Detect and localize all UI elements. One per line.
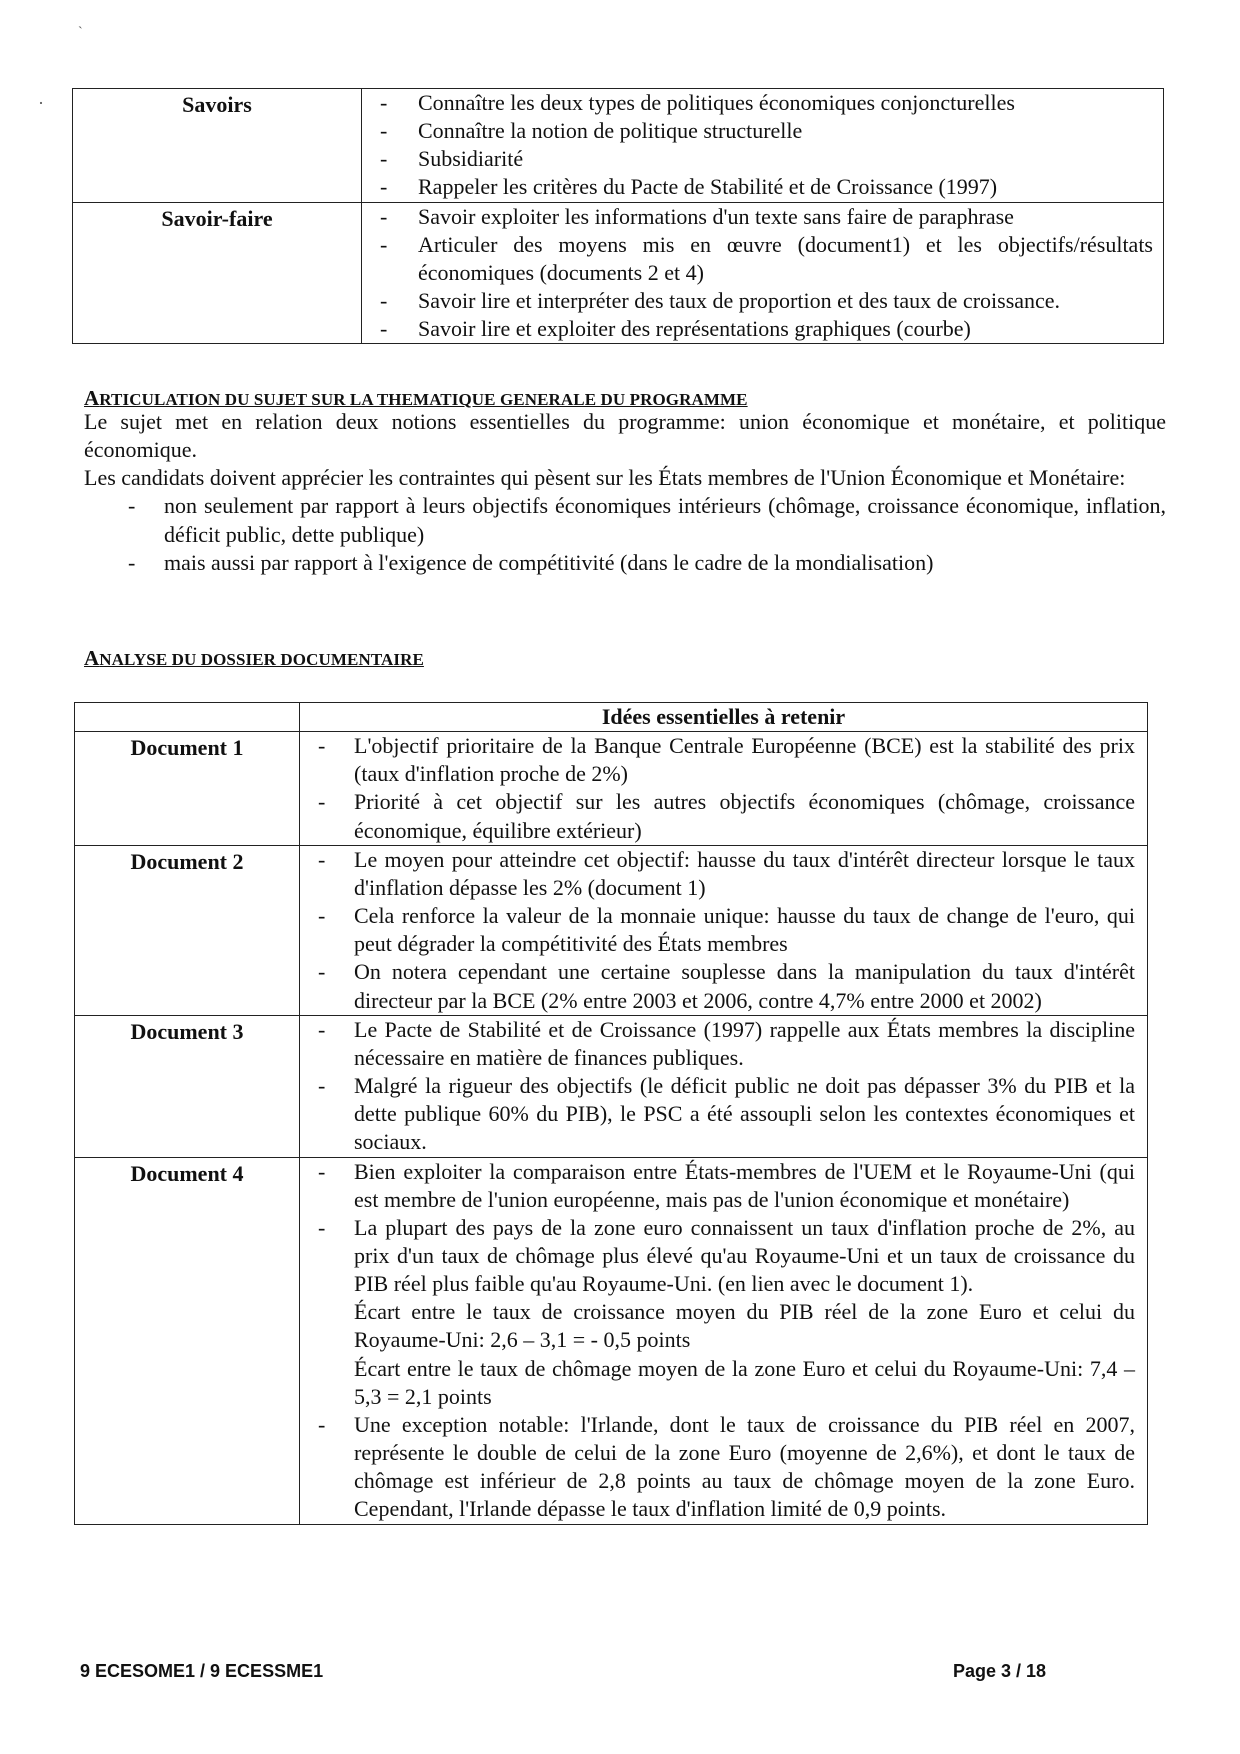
list-item: - Rappeler les critères du Pacte de Stabilité et de Croissance (1997) — [362, 173, 1163, 201]
articulation-paragraph: Le sujet met en relation deux notions essentielles du programme: union économique et monétaire, et politique économique. — [84, 409, 1166, 463]
savoirs-list — [362, 89, 1163, 202]
list-item: - La plupart des pays de la zone euro connaissent un taux d'inflation proche de 2%, au prix d'un taux de chômage plus élevé qu'au Royaume-Uni et un taux de croissance du PIB réel plus faible qu'au Royaume-Uni. (en lien avec le document 1). Écart entre le taux de croissance moyen du PIB réel de la zone Euro et celui du Royaume-Uni: 2,6 – 3,1 = - 0,5 points Écart entre le taux de chômage moyen de la zone Euro et celui du Royaume-Uni: 7,4 – 5,3 = 2,1 points — [300, 1214, 1147, 1411]
row-label: Document 4 — [75, 1157, 300, 1524]
analyse-header: Idées essentielles à retenir — [300, 703, 1148, 732]
list-item: - mais aussi par rapport à l'exigence de compétitivité (dans le cadre de la mondialisation) — [84, 549, 1166, 577]
competences-row-savoir-faire — [73, 202, 1164, 344]
table-row — [75, 1157, 1148, 1524]
analyse-table — [74, 702, 1148, 1525]
list-item: - Savoir lire et exploiter des représentations graphiques (courbe) — [362, 315, 1163, 343]
analyse-header-row — [75, 703, 1148, 732]
list-item: - Bien exploiter la comparaison entre États-membres de l'UEM et le Royaume-Uni (qui est membre de l'union européenne, mais pas de l'union économique et monétaire) — [300, 1158, 1147, 1214]
row-label: Document 3 — [75, 1015, 300, 1157]
row-label: Document 2 — [75, 845, 300, 1015]
table-row — [75, 732, 1148, 846]
savoir-faire-list — [362, 203, 1163, 344]
list-item: - L'objectif prioritaire de la Banque Centrale Européenne (BCE) est la stabilité des prix (taux d'inflation proche de 2%) — [300, 732, 1147, 788]
list-item: - On notera cependant une certaine souplesse dans la manipulation du taux d'intérêt directeur par la BCE (2% entre 2003 et 2006, contre 4,7% entre 2000 et 2002) — [300, 958, 1147, 1014]
row-label: Savoir-faire — [73, 202, 362, 344]
list-item: - Priorité à cet objectif sur les autres objectifs économiques (chômage, croissance économique, équilibre extérieur) — [300, 788, 1147, 844]
list-item: - Subsidiarité — [362, 145, 1163, 173]
competences-row-savoirs — [73, 89, 1164, 203]
list-item: - Une exception notable: l'Irlande, dont le taux de croissance du PIB réel en 2007, représente le double de celui de la zone Euro (moyenne de 2,6%), et dont le taux de chômage est inférieur de 2,8 points au taux de chômage moyen de la zone Euro. Cependant, l'Irlande dépasse le taux d'inflation limité de 0,9 points. — [300, 1411, 1147, 1524]
list-item: - Savoir exploiter les informations d'un texte sans faire de paraphrase — [362, 203, 1163, 231]
page-number: Page 3 / 18 — [953, 1661, 1047, 1681]
table-row — [75, 1015, 1148, 1157]
row-label: Savoirs — [73, 89, 362, 203]
list-item: - Cela renforce la valeur de la monnaie unique: hausse du taux de change de l'euro, qui peut dégrader la compétitivité des États membres — [300, 902, 1147, 958]
list-item: - non seulement par rapport à leurs objectifs économiques intérieurs (chômage, croissance économique, inflation, déficit public, dette publique) — [84, 492, 1166, 548]
row-label: Document 1 — [75, 732, 300, 846]
scan-mark: · — [38, 93, 44, 113]
list-item: - Connaître la notion de politique structurelle — [362, 117, 1163, 145]
footer-code: 9 ECESOME1 / 9 ECESSME1 — [80, 1661, 324, 1681]
articulation-paragraph: Les candidats doivent apprécier les contraintes qui pèsent sur les États membres de l'Union Économique et Monétaire: — [84, 465, 1126, 491]
analyse-title: ANALYSE DU DOSSIER DOCUMENTAIRE — [84, 646, 424, 670]
scan-mark: ` — [78, 25, 83, 40]
articulation-body — [84, 408, 1166, 577]
list-item: - Le Pacte de Stabilité et de Croissance (1997) rappelle aux États membres la discipline nécessaire en matière de finances publiques. — [300, 1016, 1147, 1072]
articulation-title: ARTICULATION DU SUJET SUR LA THEMATIQUE GENERALE DU PROGRAMME — [84, 386, 748, 410]
list-item: - Articuler des moyens mis en œuvre (document1) et les objectifs/résultats économiques (documents 2 et 4) — [362, 231, 1163, 287]
list-item: - Savoir lire et interpréter des taux de proportion et des taux de croissance. — [362, 287, 1163, 315]
list-item: - Malgré la rigueur des objectifs (le déficit public ne doit pas dépasser 3% du PIB et la dette publique 60% du PIB), le PSC a été assoupli selon les contextes économiques et sociaux. — [300, 1072, 1147, 1156]
list-item: - Le moyen pour atteindre cet objectif: hausse du taux d'intérêt directeur lorsque le taux d'inflation dépasse les 2% (document 1) — [300, 846, 1147, 902]
articulation-list — [84, 492, 1166, 576]
table-row — [75, 845, 1148, 1015]
list-item: - Connaître les deux types de politiques économiques conjoncturelles — [362, 89, 1163, 117]
competences-table — [72, 88, 1164, 344]
